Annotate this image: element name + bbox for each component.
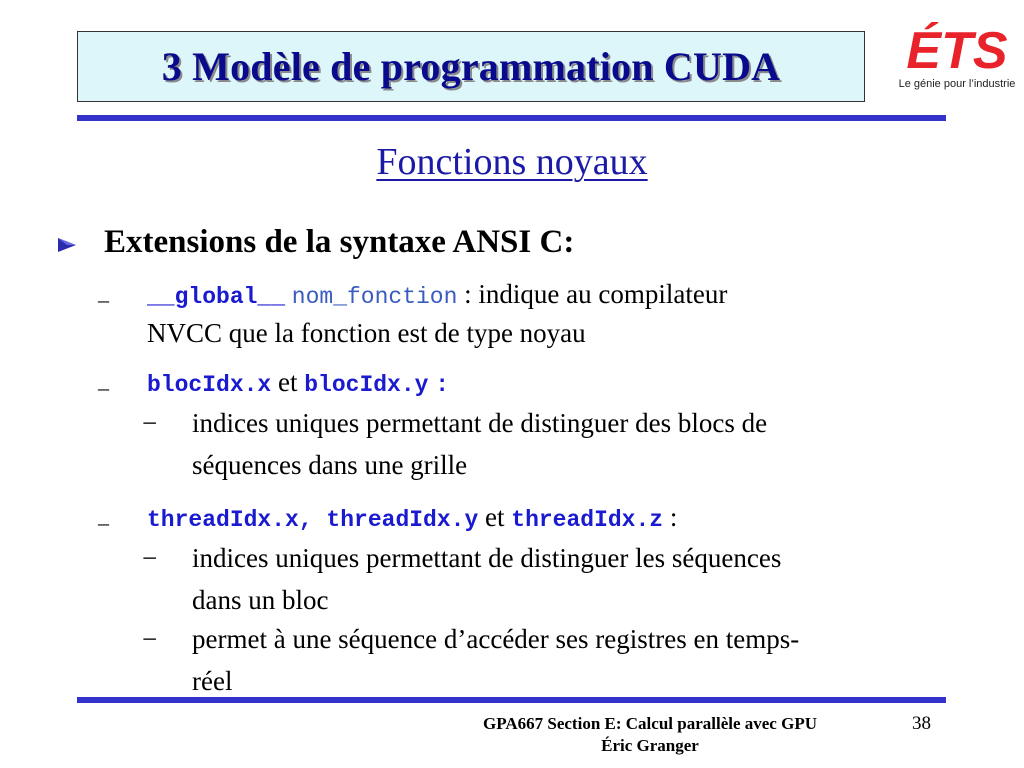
- item-2-sub-1-line-2: séquences dans une grille: [192, 450, 468, 480]
- dash-1: –: [98, 287, 109, 312]
- footer: [380, 713, 920, 757]
- item-1-text: : indique au compilateur: [464, 279, 728, 309]
- code-threadidx-z: threadIdx.z: [511, 507, 664, 533]
- footer-author: Éric Granger: [601, 736, 699, 755]
- page-number: 38: [912, 713, 931, 734]
- main-bullet: [56, 224, 574, 261]
- code-threadidx-xy: threadIdx.x, threadIdx.y: [147, 507, 479, 533]
- item-3-sub-2-line-2: réel: [192, 666, 233, 696]
- item-2-line-1: [147, 367, 449, 398]
- main-bullet-text: Extensions de la syntaxe ANSI C:: [104, 224, 575, 260]
- item-3-conj: et: [485, 502, 505, 532]
- bottom-divider: [77, 697, 946, 703]
- code-blocidx-x: blocIdx.x: [147, 372, 272, 398]
- code-blocidx-y: blocIdx.y: [304, 372, 429, 398]
- svg-text:ÉTS: ÉTS: [906, 22, 1008, 78]
- code-nom-fonction: nom_fonction: [291, 284, 458, 310]
- dash-3: –: [98, 510, 109, 535]
- item-3-sub-1-line-2: dans un bloc: [192, 585, 329, 615]
- subdash-3-2: −: [142, 624, 158, 654]
- item-2-colon: :: [435, 372, 450, 398]
- item-1-line-2: NVCC que la fonction est de type noyau: [147, 318, 586, 348]
- subdash-3-1: −: [142, 543, 158, 573]
- ets-logo: [893, 18, 1021, 98]
- item-1-line-1: [147, 279, 727, 310]
- title-box: [77, 31, 865, 102]
- item-3-sub-2-line-1: permet à une séquence d’accéder ses registres en temps-: [192, 624, 800, 654]
- ets-logo-mark: [893, 18, 1021, 78]
- item-3-sub-1-line-1: indices uniques permettant de distinguer les séquences: [192, 543, 782, 573]
- item-2-sub-1-line-1: indices uniques permettant de distinguer des blocs de: [192, 408, 768, 438]
- triangle-bullet-icon: [56, 234, 78, 256]
- footer-course: GPA667 Section E: Calcul parallèle avec GPU: [483, 714, 817, 733]
- top-divider: [77, 115, 946, 121]
- code-global: __global__: [147, 284, 286, 310]
- dash-2: –: [98, 375, 109, 400]
- subdash-2-1: −: [142, 408, 158, 438]
- slide-subtitle: Fonctions noyaux: [376, 141, 648, 183]
- item-3-line-1: [147, 502, 677, 533]
- item-3-colon: :: [669, 502, 678, 532]
- slide-title: 3 Modèle de programmation CUDA: [161, 44, 781, 89]
- logo-tagline: Le génie pour l’industrie: [898, 78, 1016, 90]
- item-2-conj: et: [277, 367, 298, 397]
